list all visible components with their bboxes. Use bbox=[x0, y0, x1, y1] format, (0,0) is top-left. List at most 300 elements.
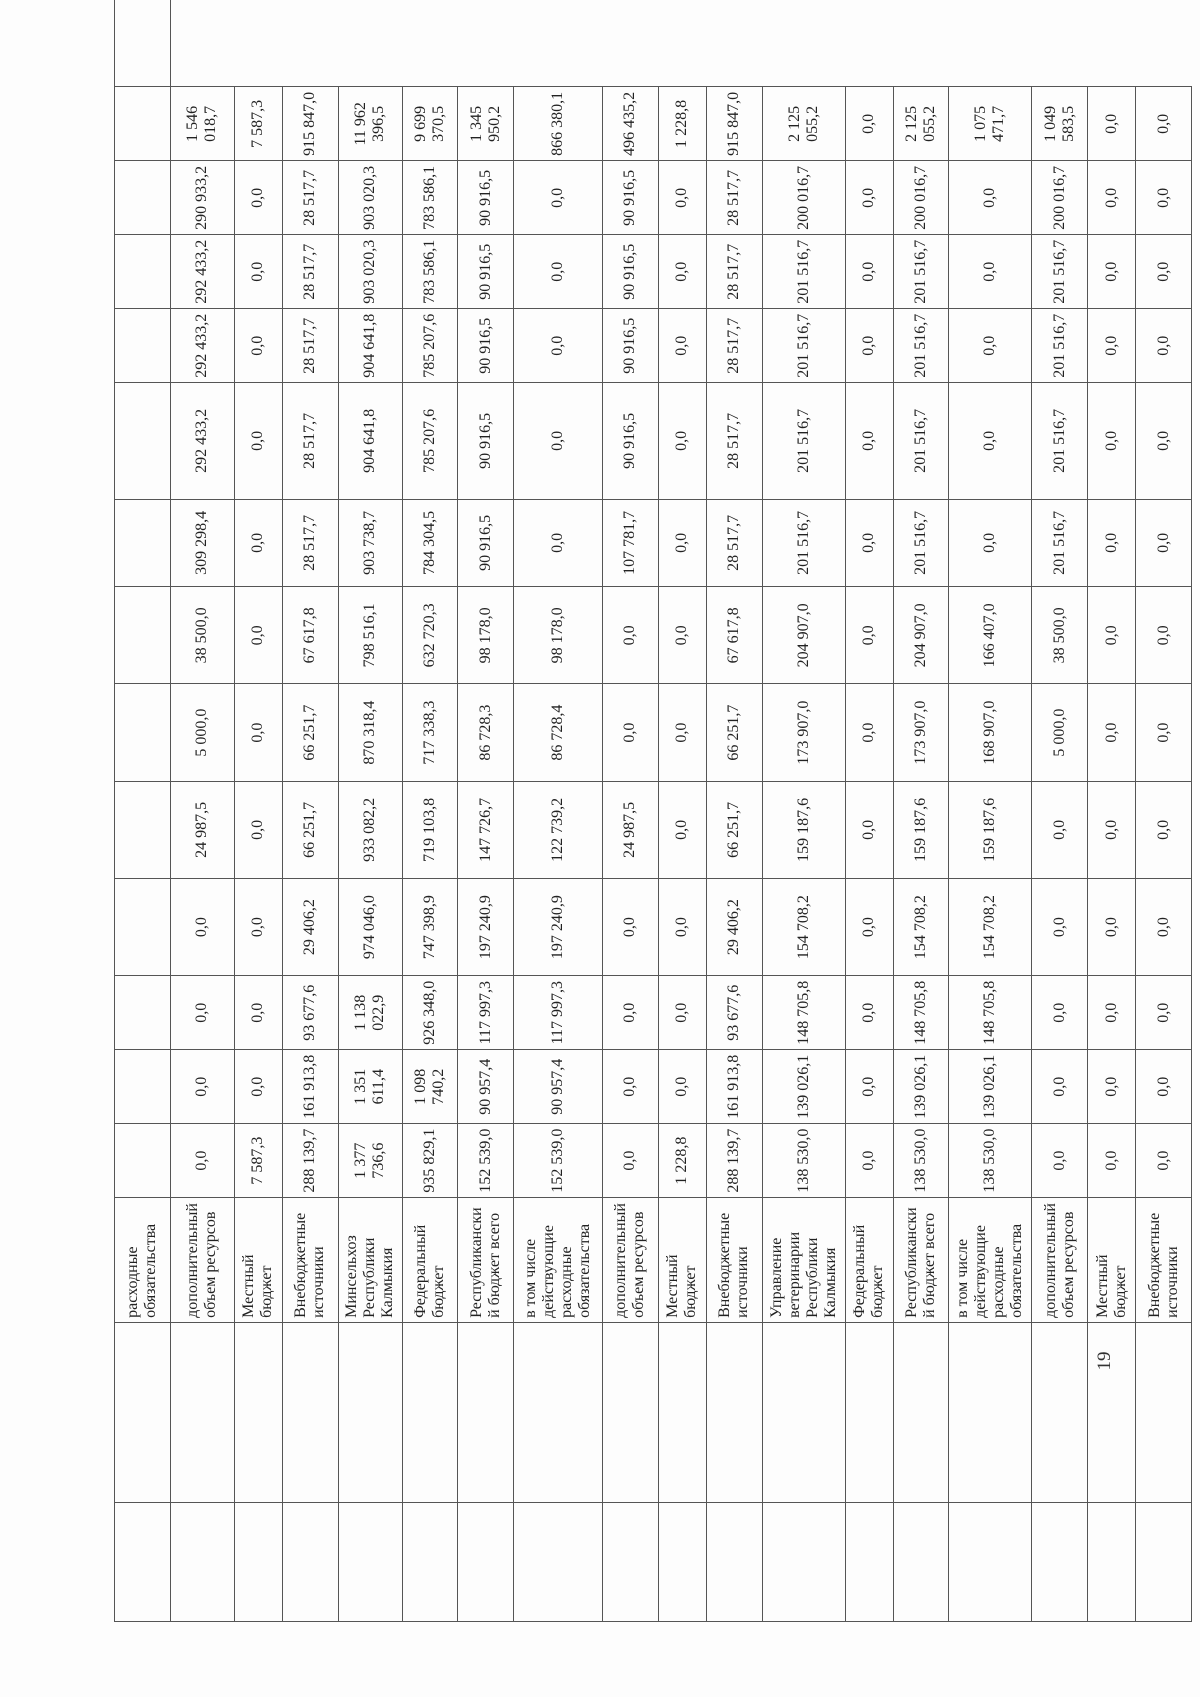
value-cell: 870 318,4 bbox=[338, 684, 402, 781]
value-cell: 5 000,0 bbox=[170, 684, 234, 781]
row-label: Внебюджетные источники bbox=[706, 1198, 762, 1323]
value-cell: 0,0 bbox=[845, 87, 893, 161]
value-cell: 0,0 bbox=[234, 878, 282, 975]
value-cell: 0,0 bbox=[513, 309, 602, 383]
value-cell: 0,0 bbox=[1087, 976, 1135, 1050]
value-cell: 0,0 bbox=[949, 383, 1032, 499]
value-cell: 288 139,7 bbox=[282, 1124, 338, 1198]
value-cell: 138 530,0 bbox=[762, 1124, 845, 1198]
value-cell: 292 433,2 bbox=[170, 383, 234, 499]
value-cell: 785 207,6 bbox=[402, 309, 458, 383]
value-cell: 0,0 bbox=[513, 161, 602, 235]
blank-cell bbox=[949, 1322, 1032, 1502]
value-cell: 0,0 bbox=[949, 499, 1032, 587]
value-cell: 28 517,7 bbox=[706, 235, 762, 309]
value-cell: 0,0 bbox=[845, 587, 893, 684]
value-cell: 933 082,2 bbox=[338, 781, 402, 878]
value-cell: 496 435,2 bbox=[603, 87, 659, 161]
page-number: 19 bbox=[1094, 1351, 1115, 1371]
value-cell: 24 987,5 bbox=[603, 781, 659, 878]
value-cell: 0,0 bbox=[513, 235, 602, 309]
value-cell: 86 728,3 bbox=[458, 684, 514, 781]
blank-cell bbox=[658, 1322, 706, 1502]
value-cell: 0,0 bbox=[234, 499, 282, 587]
value-cell: 974 046,0 bbox=[338, 878, 402, 975]
value-cell: 0,0 bbox=[234, 309, 282, 383]
value-cell: 0,0 bbox=[170, 878, 234, 975]
value-cell: 0,0 bbox=[1032, 976, 1088, 1050]
value-cell: 747 398,9 bbox=[402, 878, 458, 975]
value-cell: 1 345 950,2 bbox=[458, 87, 514, 161]
value-cell bbox=[115, 781, 171, 878]
row-label: Местный бюджет bbox=[234, 1198, 282, 1323]
value-cell: 147 726,7 bbox=[458, 781, 514, 878]
blank-cell bbox=[170, 1502, 234, 1621]
blank-cell bbox=[402, 1322, 458, 1502]
value-cell: 903 020,3 bbox=[338, 235, 402, 309]
table-row bbox=[603, 0, 659, 1622]
value-cell: 1 377 736,6 bbox=[338, 1124, 402, 1198]
value-cell: 0,0 bbox=[234, 383, 282, 499]
row-label: Местный бюджет bbox=[658, 1198, 706, 1323]
value-cell: 0,0 bbox=[658, 161, 706, 235]
row-label: Федеральный бюджет bbox=[845, 1198, 893, 1323]
value-cell: 0,0 bbox=[1087, 383, 1135, 499]
value-cell: 0,0 bbox=[1136, 499, 1192, 587]
value-cell: 28 517,7 bbox=[282, 383, 338, 499]
value-cell: 152 539,0 bbox=[513, 1124, 602, 1198]
value-cell bbox=[115, 1050, 171, 1124]
blank-cell bbox=[115, 1322, 171, 1502]
budget-table bbox=[114, 0, 1192, 1622]
value-cell bbox=[115, 499, 171, 587]
value-cell: 201 516,7 bbox=[1032, 309, 1088, 383]
value-cell: 0,0 bbox=[1136, 383, 1192, 499]
value-cell: 0,0 bbox=[845, 235, 893, 309]
blank-cell bbox=[338, 1502, 402, 1621]
value-cell: 201 516,7 bbox=[893, 383, 949, 499]
value-cell: 0,0 bbox=[845, 781, 893, 878]
value-cell: 0,0 bbox=[658, 878, 706, 975]
value-cell: 290 933,2 bbox=[170, 161, 234, 235]
value-cell: 201 516,7 bbox=[1032, 499, 1088, 587]
value-cell: 0,0 bbox=[513, 499, 602, 587]
value-cell: 28 517,7 bbox=[706, 499, 762, 587]
value-cell: 148 705,8 bbox=[762, 976, 845, 1050]
value-cell: 1 546 018,7 bbox=[170, 87, 234, 161]
value-cell: 7 587,3 bbox=[234, 1124, 282, 1198]
value-cell: 93 677,6 bbox=[282, 976, 338, 1050]
value-cell: 200 016,7 bbox=[762, 161, 845, 235]
blank-cell bbox=[282, 1502, 338, 1621]
blank-cell bbox=[949, 1502, 1032, 1621]
value-cell: 0,0 bbox=[1087, 684, 1135, 781]
value-cell: 0,0 bbox=[1087, 1124, 1135, 1198]
value-cell bbox=[115, 309, 171, 383]
value-cell: 66 251,7 bbox=[282, 684, 338, 781]
value-cell bbox=[115, 235, 171, 309]
blank-cell bbox=[658, 1502, 706, 1621]
value-cell: 148 705,8 bbox=[893, 976, 949, 1050]
value-cell: 0,0 bbox=[658, 684, 706, 781]
value-cell: 0,0 bbox=[845, 976, 893, 1050]
value-cell: 28 517,7 bbox=[706, 383, 762, 499]
value-cell: 90 916,5 bbox=[603, 309, 659, 383]
value-cell: 90 916,5 bbox=[603, 235, 659, 309]
value-cell: 0,0 bbox=[1136, 1050, 1192, 1124]
value-cell: 0,0 bbox=[845, 161, 893, 235]
blank-cell bbox=[458, 1502, 514, 1621]
blank-cell bbox=[1032, 1502, 1088, 1621]
value-cell: 0,0 bbox=[603, 1050, 659, 1124]
value-cell: 0,0 bbox=[170, 1050, 234, 1124]
value-cell bbox=[115, 383, 171, 499]
value-cell: 1 228,8 bbox=[658, 1124, 706, 1198]
value-cell: 0,0 bbox=[170, 1124, 234, 1198]
row-label: дополнительный объем ресурсов bbox=[603, 1198, 659, 1323]
blank-cell bbox=[893, 1322, 949, 1502]
table-row bbox=[115, 0, 171, 1622]
value-cell: 309 298,4 bbox=[170, 499, 234, 587]
value-cell: 0,0 bbox=[1136, 878, 1192, 975]
table-row bbox=[1032, 0, 1088, 1622]
value-cell: 0,0 bbox=[1087, 161, 1135, 235]
value-cell: 0,0 bbox=[1136, 781, 1192, 878]
value-cell: 0,0 bbox=[234, 1050, 282, 1124]
value-cell: 0,0 bbox=[845, 309, 893, 383]
value-cell bbox=[115, 587, 171, 684]
blank-cell bbox=[513, 1502, 602, 1621]
blank-cell bbox=[282, 1322, 338, 1502]
blank-cell bbox=[1136, 1502, 1192, 1621]
blank-cell bbox=[338, 1322, 402, 1502]
table-row bbox=[458, 0, 514, 1622]
value-cell: 0,0 bbox=[658, 587, 706, 684]
value-cell: 1 075 471,7 bbox=[949, 87, 1032, 161]
table-row bbox=[513, 0, 602, 1622]
value-cell: 1 098 740,2 bbox=[402, 1050, 458, 1124]
value-cell: 138 530,0 bbox=[893, 1124, 949, 1198]
value-cell: 0,0 bbox=[1087, 1050, 1135, 1124]
value-cell: 0,0 bbox=[1136, 235, 1192, 309]
value-cell: 0,0 bbox=[845, 684, 893, 781]
table-row bbox=[762, 0, 845, 1622]
value-cell: 866 380,1 bbox=[513, 87, 602, 161]
row-label: Внебюджетные источники bbox=[282, 1198, 338, 1323]
value-cell: 915 847,0 bbox=[706, 87, 762, 161]
value-cell: 0,0 bbox=[1087, 235, 1135, 309]
value-cell: 197 240,9 bbox=[513, 878, 602, 975]
value-cell: 159 187,6 bbox=[762, 781, 845, 878]
table-row bbox=[282, 0, 338, 1622]
value-cell: 719 103,8 bbox=[402, 781, 458, 878]
value-cell: 98 178,0 bbox=[513, 587, 602, 684]
value-cell: 117 997,3 bbox=[513, 976, 602, 1050]
row-label: Федеральный бюджет bbox=[402, 1198, 458, 1323]
value-cell: 0,0 bbox=[1136, 684, 1192, 781]
value-cell: 28 517,7 bbox=[282, 235, 338, 309]
value-cell: 67 617,8 bbox=[706, 587, 762, 684]
value-cell: 0,0 bbox=[603, 878, 659, 975]
row-label: Минсельхоз Республики Калмыкия bbox=[338, 1198, 402, 1323]
value-cell: 2 125 055,2 bbox=[893, 87, 949, 161]
value-cell: 148 705,8 bbox=[949, 976, 1032, 1050]
blank-cell bbox=[706, 1322, 762, 1502]
row-label: Республиканский бюджет всего bbox=[893, 1198, 949, 1323]
value-cell: 200 016,7 bbox=[1032, 161, 1088, 235]
value-cell: 24 987,5 bbox=[170, 781, 234, 878]
value-cell: 784 304,5 bbox=[402, 499, 458, 587]
value-cell: 28 517,7 bbox=[282, 499, 338, 587]
value-cell: 122 739,2 bbox=[513, 781, 602, 878]
table-row bbox=[949, 0, 1032, 1622]
blank-cell bbox=[170, 1322, 234, 1502]
value-cell: 38 500,0 bbox=[170, 587, 234, 684]
value-cell: 717 338,3 bbox=[402, 684, 458, 781]
value-cell: 0,0 bbox=[1136, 309, 1192, 383]
blank-cell bbox=[1087, 1502, 1135, 1621]
table-row bbox=[1136, 0, 1192, 1622]
value-cell: 201 516,7 bbox=[893, 499, 949, 587]
value-cell: 166 407,0 bbox=[949, 587, 1032, 684]
row-label: Местный бюджет bbox=[1087, 1198, 1135, 1323]
row-label: Управление ветеринарии Республики Калмыкия bbox=[762, 1198, 845, 1323]
value-cell: 201 516,7 bbox=[893, 235, 949, 309]
value-cell: 926 348,0 bbox=[402, 976, 458, 1050]
value-cell: 90 916,5 bbox=[458, 161, 514, 235]
value-cell: 138 530,0 bbox=[949, 1124, 1032, 1198]
value-cell: 903 738,7 bbox=[338, 499, 402, 587]
value-cell: 0,0 bbox=[234, 587, 282, 684]
value-cell bbox=[115, 87, 171, 161]
value-cell: 0,0 bbox=[1032, 781, 1088, 878]
value-cell: 0,0 bbox=[1087, 87, 1135, 161]
value-cell: 292 433,2 bbox=[170, 235, 234, 309]
value-cell: 0,0 bbox=[658, 235, 706, 309]
value-cell: 173 907,0 bbox=[762, 684, 845, 781]
table-row bbox=[234, 0, 282, 1622]
value-cell: 67 617,8 bbox=[282, 587, 338, 684]
value-cell: 0,0 bbox=[1087, 587, 1135, 684]
blank-cell bbox=[706, 1502, 762, 1621]
value-cell: 0,0 bbox=[1136, 976, 1192, 1050]
value-cell: 0,0 bbox=[234, 684, 282, 781]
table-row bbox=[658, 0, 706, 1622]
value-cell: 90 916,5 bbox=[458, 235, 514, 309]
value-cell: 1 228,8 bbox=[658, 87, 706, 161]
value-cell: 0,0 bbox=[513, 383, 602, 499]
value-cell: 0,0 bbox=[1087, 781, 1135, 878]
value-cell: 86 728,4 bbox=[513, 684, 602, 781]
value-cell: 201 516,7 bbox=[762, 309, 845, 383]
blank-cell bbox=[234, 1502, 282, 1621]
table-row bbox=[170, 0, 234, 1622]
value-cell: 66 251,7 bbox=[706, 684, 762, 781]
value-cell: 161 913,8 bbox=[282, 1050, 338, 1124]
value-cell: 154 708,2 bbox=[893, 878, 949, 975]
value-cell: 0,0 bbox=[1087, 499, 1135, 587]
value-cell: 0,0 bbox=[234, 235, 282, 309]
value-cell: 935 829,1 bbox=[402, 1124, 458, 1198]
value-cell: 783 586,1 bbox=[402, 161, 458, 235]
value-cell: 783 586,1 bbox=[402, 235, 458, 309]
value-cell: 29 406,2 bbox=[706, 878, 762, 975]
value-cell: 201 516,7 bbox=[762, 235, 845, 309]
value-cell bbox=[115, 684, 171, 781]
value-cell: 197 240,9 bbox=[458, 878, 514, 975]
value-cell: 0,0 bbox=[949, 161, 1032, 235]
blank-cell bbox=[603, 1322, 659, 1502]
value-cell: 904 641,8 bbox=[338, 383, 402, 499]
value-cell: 1 138 022,9 bbox=[338, 976, 402, 1050]
blank-cell bbox=[1032, 1322, 1088, 1502]
value-cell: 0,0 bbox=[1032, 1050, 1088, 1124]
blank-cell bbox=[762, 1322, 845, 1502]
value-cell: 201 516,7 bbox=[1032, 235, 1088, 309]
value-cell: 161 913,8 bbox=[706, 1050, 762, 1124]
value-cell: 798 516,1 bbox=[338, 587, 402, 684]
value-cell: 107 781,7 bbox=[603, 499, 659, 587]
blank-cell bbox=[603, 1502, 659, 1621]
value-cell: 159 187,6 bbox=[949, 781, 1032, 878]
value-cell: 0,0 bbox=[845, 878, 893, 975]
value-cell: 292 433,2 bbox=[170, 309, 234, 383]
blank-cell bbox=[115, 1502, 171, 1621]
rotated-table-frame bbox=[114, 0, 1192, 1622]
row-label: дополнительный объем ресурсов bbox=[1032, 1198, 1088, 1323]
value-cell: 2 125 055,2 bbox=[762, 87, 845, 161]
value-cell: 0,0 bbox=[170, 976, 234, 1050]
row-label: Республиканский бюджет всего bbox=[458, 1198, 514, 1323]
value-cell: 0,0 bbox=[1136, 87, 1192, 161]
value-cell: 90 957,4 bbox=[458, 1050, 514, 1124]
value-cell: 0,0 bbox=[1136, 161, 1192, 235]
value-cell: 173 907,0 bbox=[893, 684, 949, 781]
blank-cell bbox=[893, 1502, 949, 1621]
value-cell: 0,0 bbox=[234, 161, 282, 235]
value-cell: 90 957,4 bbox=[513, 1050, 602, 1124]
value-cell: 9 699 370,5 bbox=[402, 87, 458, 161]
value-cell: 152 539,0 bbox=[458, 1124, 514, 1198]
value-cell: 0,0 bbox=[658, 309, 706, 383]
value-cell: 915 847,0 bbox=[282, 87, 338, 161]
value-cell: 93 677,6 bbox=[706, 976, 762, 1050]
row-label: расходные обязательства bbox=[115, 1198, 171, 1323]
table-row bbox=[338, 0, 402, 1622]
value-cell: 201 516,7 bbox=[762, 499, 845, 587]
value-cell: 66 251,7 bbox=[706, 781, 762, 878]
value-cell: 1 351 611,4 bbox=[338, 1050, 402, 1124]
value-cell: 0,0 bbox=[658, 499, 706, 587]
value-cell: 11 962 396,5 bbox=[338, 87, 402, 161]
value-cell: 0,0 bbox=[845, 383, 893, 499]
blank-cell bbox=[845, 1322, 893, 1502]
value-cell: 7 587,3 bbox=[234, 87, 282, 161]
value-cell bbox=[115, 878, 171, 975]
value-cell: 0,0 bbox=[603, 976, 659, 1050]
value-cell: 200 016,7 bbox=[893, 161, 949, 235]
blank-cell bbox=[1136, 1322, 1192, 1502]
value-cell: 201 516,7 bbox=[1032, 383, 1088, 499]
row-label: дополнительный объем ресурсов bbox=[170, 1198, 234, 1323]
value-cell: 5 000,0 bbox=[1032, 684, 1088, 781]
value-cell: 90 916,5 bbox=[603, 161, 659, 235]
value-cell: 168 907,0 bbox=[949, 684, 1032, 781]
table-row bbox=[893, 0, 949, 1622]
value-cell: 90 916,5 bbox=[458, 499, 514, 587]
blank-cell bbox=[845, 1502, 893, 1621]
value-cell: 0,0 bbox=[234, 976, 282, 1050]
value-cell: 0,0 bbox=[845, 499, 893, 587]
value-cell: 0,0 bbox=[658, 1050, 706, 1124]
value-cell: 98 178,0 bbox=[458, 587, 514, 684]
value-cell: 0,0 bbox=[603, 587, 659, 684]
table-row bbox=[402, 0, 458, 1622]
value-cell: 904 641,8 bbox=[338, 309, 402, 383]
value-cell: 66 251,7 bbox=[282, 781, 338, 878]
value-cell: 38 500,0 bbox=[1032, 587, 1088, 684]
value-cell: 903 020,3 bbox=[338, 161, 402, 235]
value-cell: 785 207,6 bbox=[402, 383, 458, 499]
value-cell bbox=[115, 0, 171, 87]
value-cell: 0,0 bbox=[658, 383, 706, 499]
value-cell: 90 916,5 bbox=[458, 309, 514, 383]
value-cell: 0,0 bbox=[1136, 587, 1192, 684]
value-cell: 1 049 583,5 bbox=[1032, 87, 1088, 161]
value-cell: 0,0 bbox=[1136, 1124, 1192, 1198]
value-cell: 139 026,1 bbox=[893, 1050, 949, 1124]
value-cell: 288 139,7 bbox=[706, 1124, 762, 1198]
value-cell: 28 517,7 bbox=[282, 309, 338, 383]
value-cell: 159 187,6 bbox=[893, 781, 949, 878]
table-row bbox=[845, 0, 893, 1622]
table-row bbox=[706, 0, 762, 1622]
value-cell: 28 517,7 bbox=[282, 161, 338, 235]
value-cell: 28 517,7 bbox=[706, 161, 762, 235]
value-cell bbox=[115, 161, 171, 235]
value-cell: 0,0 bbox=[658, 781, 706, 878]
value-cell: 28 517,7 bbox=[706, 309, 762, 383]
value-cell: 0,0 bbox=[949, 309, 1032, 383]
blank-cell bbox=[458, 1322, 514, 1502]
value-cell: 0,0 bbox=[845, 1124, 893, 1198]
blank-cell bbox=[762, 1502, 845, 1621]
value-cell: 29 406,2 bbox=[282, 878, 338, 975]
value-cell: 0,0 bbox=[658, 976, 706, 1050]
value-cell: 0,0 bbox=[603, 1124, 659, 1198]
value-cell: 90 916,5 bbox=[458, 383, 514, 499]
value-cell: 201 516,7 bbox=[893, 309, 949, 383]
value-cell: 632 720,3 bbox=[402, 587, 458, 684]
value-cell: 204 907,0 bbox=[762, 587, 845, 684]
row-label: Внебюджетные источники bbox=[1136, 1198, 1192, 1323]
value-cell: 154 708,2 bbox=[762, 878, 845, 975]
value-cell: 0,0 bbox=[234, 781, 282, 878]
value-cell: 90 916,5 bbox=[603, 383, 659, 499]
value-cell: 0,0 bbox=[1032, 1124, 1088, 1198]
blank-cell bbox=[513, 1322, 602, 1502]
blank-cell bbox=[402, 1502, 458, 1621]
table-body bbox=[115, 0, 1192, 1622]
value-cell bbox=[115, 1124, 171, 1198]
value-cell: 204 907,0 bbox=[893, 587, 949, 684]
value-cell: 0,0 bbox=[845, 1050, 893, 1124]
row-label: в том числе действующие расходные обязательства bbox=[949, 1198, 1032, 1323]
value-cell: 139 026,1 bbox=[762, 1050, 845, 1124]
value-cell: 117 997,3 bbox=[458, 976, 514, 1050]
value-cell: 0,0 bbox=[1032, 878, 1088, 975]
value-cell: 201 516,7 bbox=[762, 383, 845, 499]
